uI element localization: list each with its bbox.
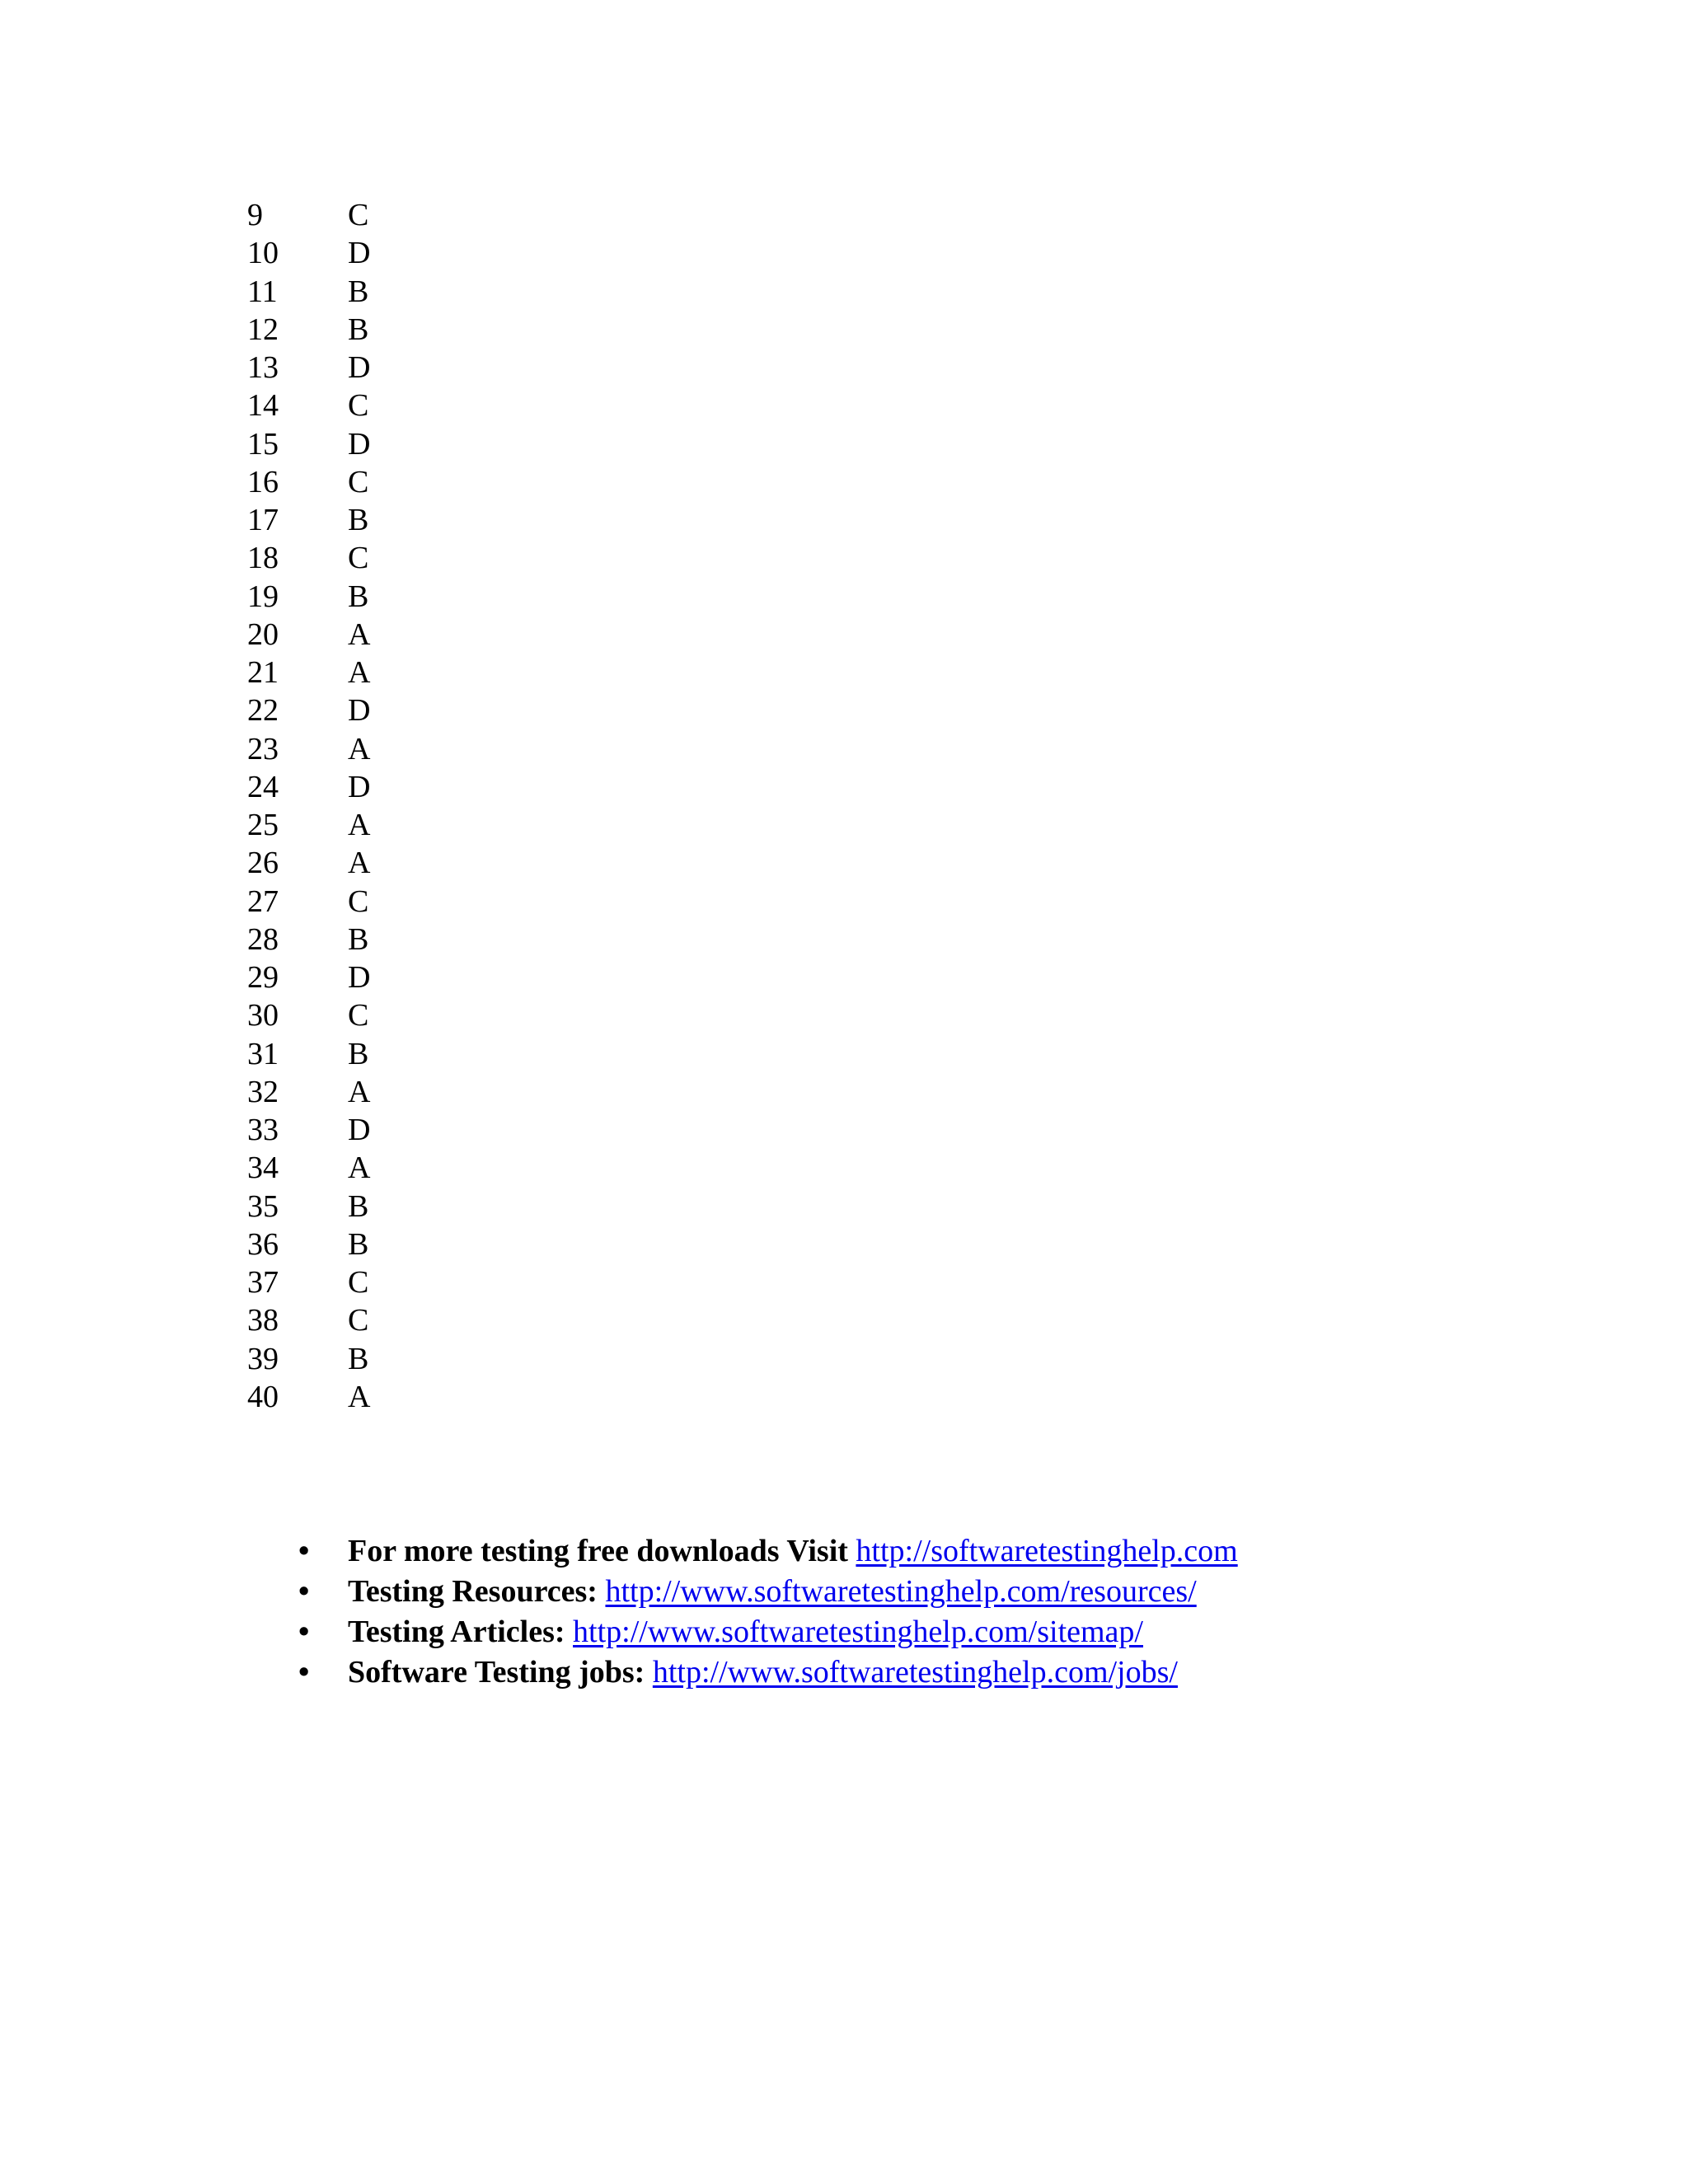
answer-row	[247, 1301, 370, 1339]
answer-letter: C	[348, 388, 369, 424]
question-number: 11	[247, 274, 278, 309]
answer-letter: C	[348, 1265, 369, 1301]
answer-letter: D	[348, 236, 371, 271]
question-number: 27	[247, 883, 279, 919]
resource-label: Software Testing jobs:	[348, 1655, 645, 1690]
question-number: 20	[247, 616, 279, 652]
answer-row	[247, 921, 370, 958]
answer-row	[247, 387, 370, 424]
answer-letter: A	[348, 731, 371, 766]
answer-letter: D	[348, 350, 371, 386]
answer-row	[247, 311, 370, 349]
answer-row	[247, 463, 370, 501]
resource-link[interactable]: http://www.softwaretestinghelp.com/sitemap/	[573, 1615, 1143, 1649]
resource-item	[298, 1572, 1238, 1612]
answer-letter: B	[348, 274, 369, 309]
answer-row	[247, 1035, 370, 1073]
answer-letter: B	[348, 921, 369, 957]
answer-letter: C	[348, 464, 369, 499]
question-number: 25	[247, 808, 279, 843]
answer-key-list	[247, 196, 370, 1416]
question-number: 10	[247, 236, 279, 271]
answer-row	[247, 501, 370, 539]
answer-row	[247, 844, 370, 882]
answer-letter: A	[348, 1151, 371, 1186]
question-number: 18	[247, 541, 279, 576]
question-number: 9	[247, 198, 263, 233]
question-number: 29	[247, 960, 279, 996]
answer-row	[247, 1226, 370, 1263]
resource-item	[298, 1612, 1238, 1652]
bullet-icon: •	[298, 1534, 310, 1568]
answer-letter: B	[348, 503, 369, 538]
answer-row	[247, 1378, 370, 1416]
question-number: 38	[247, 1303, 279, 1338]
bullet-icon: •	[298, 1574, 310, 1609]
question-number: 39	[247, 1341, 279, 1376]
answer-letter: A	[348, 616, 371, 652]
answer-letter: D	[348, 769, 371, 804]
question-number: 24	[247, 769, 279, 804]
answer-letter: A	[348, 655, 371, 691]
answer-row	[247, 958, 370, 996]
answer-letter: A	[348, 1379, 371, 1414]
resource-link[interactable]: http://www.softwaretestinghelp.com/resources/	[605, 1574, 1197, 1609]
question-number: 17	[247, 503, 279, 538]
answer-row	[247, 234, 370, 272]
bullet-icon: •	[298, 1655, 310, 1690]
answer-letter: D	[348, 960, 371, 996]
answer-row	[247, 273, 370, 311]
answer-row	[247, 349, 370, 387]
question-number: 23	[247, 731, 279, 766]
answer-row	[247, 691, 370, 729]
resource-link[interactable]: http://softwaretestinghelp.com	[856, 1534, 1238, 1568]
question-number: 40	[247, 1379, 279, 1414]
answer-letter: C	[348, 883, 369, 919]
question-number: 32	[247, 1074, 279, 1109]
answer-row	[247, 1073, 370, 1111]
resource-label: Testing Resources:	[348, 1574, 598, 1609]
question-number: 16	[247, 464, 279, 499]
answer-row	[247, 654, 370, 691]
answer-letter: D	[348, 1113, 371, 1148]
question-number: 14	[247, 388, 279, 424]
question-number: 31	[247, 1036, 279, 1071]
answer-row	[247, 1111, 370, 1149]
question-number: 28	[247, 921, 279, 957]
answer-letter: C	[348, 198, 369, 233]
answer-row	[247, 1149, 370, 1187]
question-number: 13	[247, 350, 279, 386]
answer-row	[247, 730, 370, 768]
answer-letter: B	[348, 579, 369, 614]
answer-letter: B	[348, 1226, 369, 1262]
question-number: 26	[247, 846, 279, 881]
resource-link[interactable]: http://www.softwaretestinghelp.com/jobs/	[652, 1655, 1178, 1690]
answer-letter: C	[348, 998, 369, 1033]
answer-letter: A	[348, 808, 371, 843]
answer-row	[247, 425, 370, 463]
bullet-icon: •	[298, 1615, 310, 1649]
question-number: 33	[247, 1113, 279, 1148]
answer-letter: B	[348, 1036, 369, 1071]
answer-row	[247, 806, 370, 844]
question-number: 22	[247, 693, 279, 729]
answer-row	[247, 1263, 370, 1301]
answer-row	[247, 196, 370, 234]
resource-item	[298, 1652, 1238, 1693]
answer-row	[247, 768, 370, 806]
answer-letter: D	[348, 426, 371, 462]
question-number: 15	[247, 426, 279, 462]
answer-letter: C	[348, 541, 369, 576]
resource-item	[298, 1531, 1238, 1572]
answer-row	[247, 539, 370, 577]
answer-letter: C	[348, 1303, 369, 1338]
question-number: 35	[247, 1188, 279, 1224]
resource-label: For more testing free downloads Visit	[348, 1534, 848, 1568]
question-number: 12	[247, 312, 279, 347]
answer-row	[247, 996, 370, 1034]
answer-row	[247, 883, 370, 921]
resource-links-list	[298, 1531, 1238, 1693]
question-number: 34	[247, 1151, 279, 1186]
question-number: 36	[247, 1226, 279, 1262]
question-number: 30	[247, 998, 279, 1033]
answer-letter: B	[348, 312, 369, 347]
question-number: 37	[247, 1265, 279, 1301]
question-number: 21	[247, 655, 279, 691]
answer-letter: B	[348, 1341, 369, 1376]
answer-letter: A	[348, 846, 371, 881]
answer-letter: B	[348, 1188, 369, 1224]
answer-row	[247, 616, 370, 654]
answer-letter: D	[348, 693, 371, 729]
answer-row	[247, 1188, 370, 1226]
answer-row	[247, 1340, 370, 1378]
resource-label: Testing Articles:	[348, 1615, 565, 1649]
answer-row	[247, 578, 370, 616]
question-number: 19	[247, 579, 279, 614]
answer-letter: A	[348, 1074, 371, 1109]
